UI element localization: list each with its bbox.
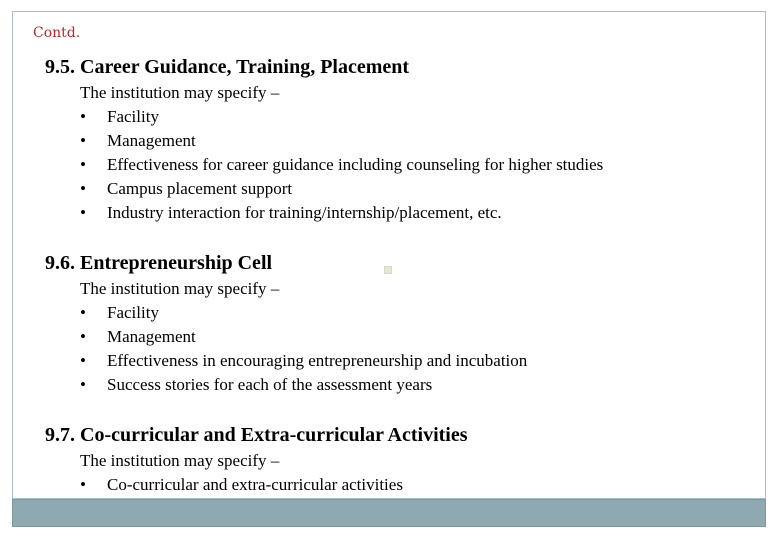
list-item: • Co-curricular and extra-curricular activities <box>78 473 468 497</box>
list-item: • Success stories for each of the assessment years <box>78 373 527 397</box>
continued-label: Contd. <box>33 25 81 41</box>
list-item: • Facility <box>78 301 527 325</box>
bullet-list <box>78 105 603 225</box>
section-intro: The institution may specify – <box>80 279 280 298</box>
list-item: • Industry interaction for training/internship/placement, etc. <box>78 201 603 225</box>
section-intro: The institution may specify – <box>80 83 280 102</box>
slide-footer-bar <box>12 499 766 527</box>
list-item: • Management <box>78 325 527 349</box>
list-item: • Campus placement support <box>78 177 603 201</box>
section-co-curricular <box>45 423 468 497</box>
decorative-dot <box>384 266 392 274</box>
list-item: • Effectiveness for career guidance including counseling for higher studies <box>78 153 603 177</box>
section-entrepreneurship-cell <box>45 251 527 397</box>
list-item: • Effectiveness in encouraging entrepreneurship and incubation <box>78 349 527 373</box>
bullet-list <box>78 301 527 397</box>
list-item: • Management <box>78 129 603 153</box>
section-intro: The institution may specify – <box>80 451 280 470</box>
section-career-guidance <box>45 55 603 225</box>
section-heading: 9.7. Co-curricular and Extra-curricular Activities <box>45 424 468 446</box>
section-heading: 9.6. Entrepreneurship Cell <box>45 252 273 274</box>
list-item: • Facility <box>78 105 603 129</box>
section-heading: 9.5. Career Guidance, Training, Placement <box>45 56 410 78</box>
bullet-list <box>78 473 468 497</box>
